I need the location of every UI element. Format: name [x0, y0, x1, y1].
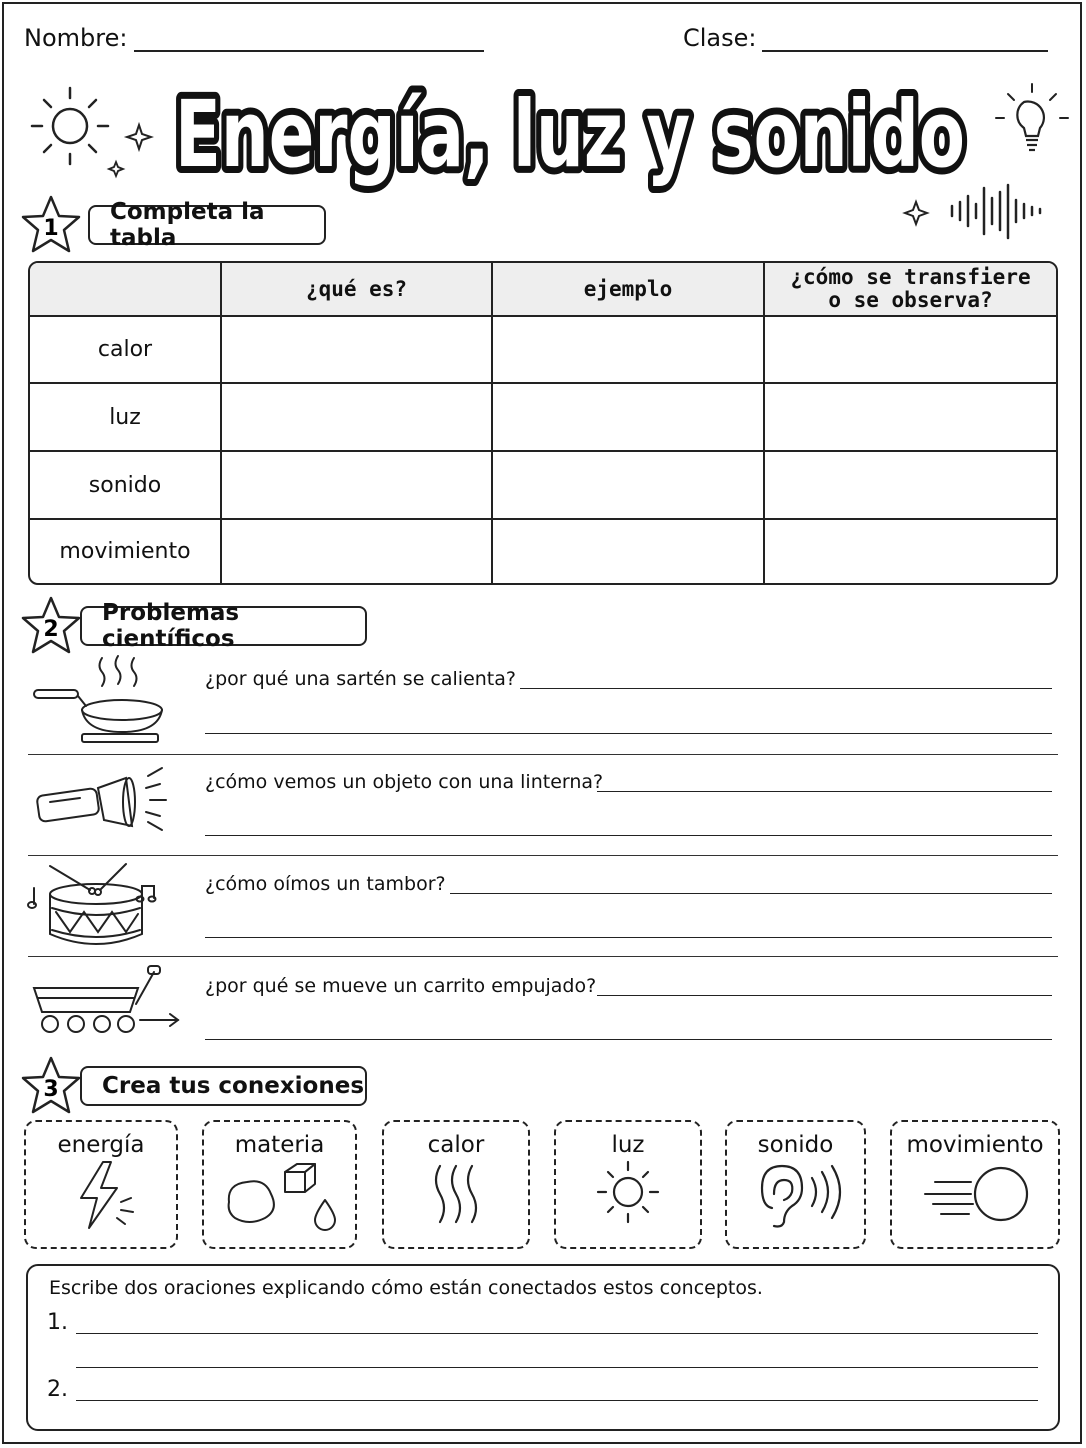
drum-icon: [26, 860, 166, 952]
svg-text:3: 3: [43, 1077, 59, 1102]
section-3-title-text: Crea tus conexiones: [102, 1073, 365, 1099]
concept-card-matter: [202, 1120, 357, 1249]
light-bulb-icon: [990, 80, 1070, 170]
concept-label: movimiento: [906, 1132, 1044, 1158]
flashlight-icon: [30, 764, 170, 836]
answer-cell[interactable]: [765, 384, 1056, 452]
ear-icon: [746, 1158, 846, 1232]
line-number-1: 1.: [47, 1310, 68, 1335]
concept-label: calor: [427, 1132, 485, 1158]
table-row: [30, 520, 1056, 583]
answer-cell[interactable]: [765, 317, 1056, 384]
problem-3-question: ¿cómo oímos un tambor?: [205, 873, 446, 895]
star-badge-2: [20, 595, 82, 657]
svg-text:1: 1: [43, 216, 59, 241]
answer-cell[interactable]: [222, 452, 493, 520]
problem-1-question: ¿por qué una sartén se calienta?: [205, 668, 516, 690]
sun-icon: [588, 1158, 668, 1232]
concept-label: materia: [234, 1132, 325, 1158]
moving-ball-icon: [915, 1158, 1035, 1232]
concept-table: [28, 261, 1058, 585]
writing-prompt: Escribe dos oraciones explicando cómo están conectados estos conceptos.: [49, 1277, 763, 1299]
star-badge-3: [20, 1055, 82, 1117]
section-2-title-text: Problemas científicos: [102, 600, 240, 652]
sentence-1-line[interactable]: [76, 1367, 1038, 1368]
divider: [28, 956, 1058, 957]
heat-waves-icon: [416, 1158, 496, 1232]
answer-cell[interactable]: [493, 520, 765, 583]
divider: [28, 855, 1058, 856]
frying-pan-icon: [30, 654, 170, 746]
title-text: Energía, luz y sonido: [175, 81, 965, 188]
worksheet-title: [160, 58, 980, 198]
problem-2-question: ¿cómo vemos un objeto con una linterna?: [205, 771, 604, 793]
concept-card-light: [554, 1120, 702, 1249]
table-row: [30, 317, 1056, 384]
problem-3-answer-line[interactable]: [450, 893, 1052, 894]
lightning-icon: [61, 1158, 141, 1232]
answer-cell[interactable]: [493, 452, 765, 520]
answer-cell[interactable]: [222, 520, 493, 583]
divider: [28, 754, 1058, 755]
section-3-title: [80, 1066, 367, 1106]
concept-card-sound: [725, 1120, 866, 1249]
answer-cell[interactable]: [493, 384, 765, 452]
section-1-title-text: Completa la tabla: [110, 199, 265, 251]
table-row: [30, 452, 1056, 520]
problem-4-question: ¿por qué se mueve un carrito empujado?: [205, 975, 597, 997]
star-badge-1: [20, 194, 82, 256]
svg-text:2: 2: [43, 617, 59, 642]
class-label: Clase:: [683, 24, 757, 52]
problem-3-answer-line[interactable]: [205, 937, 1052, 938]
problem-1-answer-line[interactable]: [520, 688, 1052, 689]
sound-wave-icon: [900, 182, 1060, 242]
sentence-1-line[interactable]: [76, 1333, 1038, 1334]
answer-cell[interactable]: [493, 317, 765, 384]
class-field[interactable]: [762, 50, 1048, 52]
column-header: ¿cómo se transfiere o se observa?: [765, 263, 1056, 317]
problem-1-answer-line[interactable]: [205, 733, 1052, 734]
section-1-title: [88, 199, 326, 251]
wagon-icon: [28, 964, 188, 1038]
name-field[interactable]: [134, 50, 484, 52]
problem-2-answer-line[interactable]: [597, 791, 1052, 792]
problem-4-answer-line[interactable]: [205, 1039, 1052, 1040]
concept-card-heat: [382, 1120, 530, 1249]
column-header: ejemplo: [493, 263, 765, 317]
concept-label: luz: [611, 1132, 645, 1158]
table-corner-cell: [30, 263, 222, 317]
answer-cell[interactable]: [222, 317, 493, 384]
sun-sparkles-icon: [24, 80, 154, 180]
name-label: Nombre:: [24, 24, 128, 52]
row-label: calor: [30, 317, 222, 384]
table-header-row: [30, 263, 1056, 317]
sentence-2-line[interactable]: [76, 1400, 1038, 1401]
column-header: ¿qué es?: [222, 263, 493, 317]
answer-cell[interactable]: [222, 384, 493, 452]
section-2-title: [80, 600, 367, 652]
concept-label: sonido: [757, 1132, 834, 1158]
problem-4-answer-line[interactable]: [597, 995, 1052, 996]
row-label: sonido: [30, 452, 222, 520]
matter-icon: [215, 1158, 345, 1232]
concept-card-movement: [890, 1120, 1060, 1249]
row-label: luz: [30, 384, 222, 452]
answer-cell[interactable]: [765, 452, 1056, 520]
row-label: movimiento: [30, 520, 222, 583]
concept-card-energy: [24, 1120, 178, 1249]
problem-2-answer-line[interactable]: [205, 835, 1052, 836]
line-number-2: 2.: [47, 1377, 68, 1402]
table-row: [30, 384, 1056, 452]
concept-label: energía: [57, 1132, 145, 1158]
answer-cell[interactable]: [765, 520, 1056, 583]
